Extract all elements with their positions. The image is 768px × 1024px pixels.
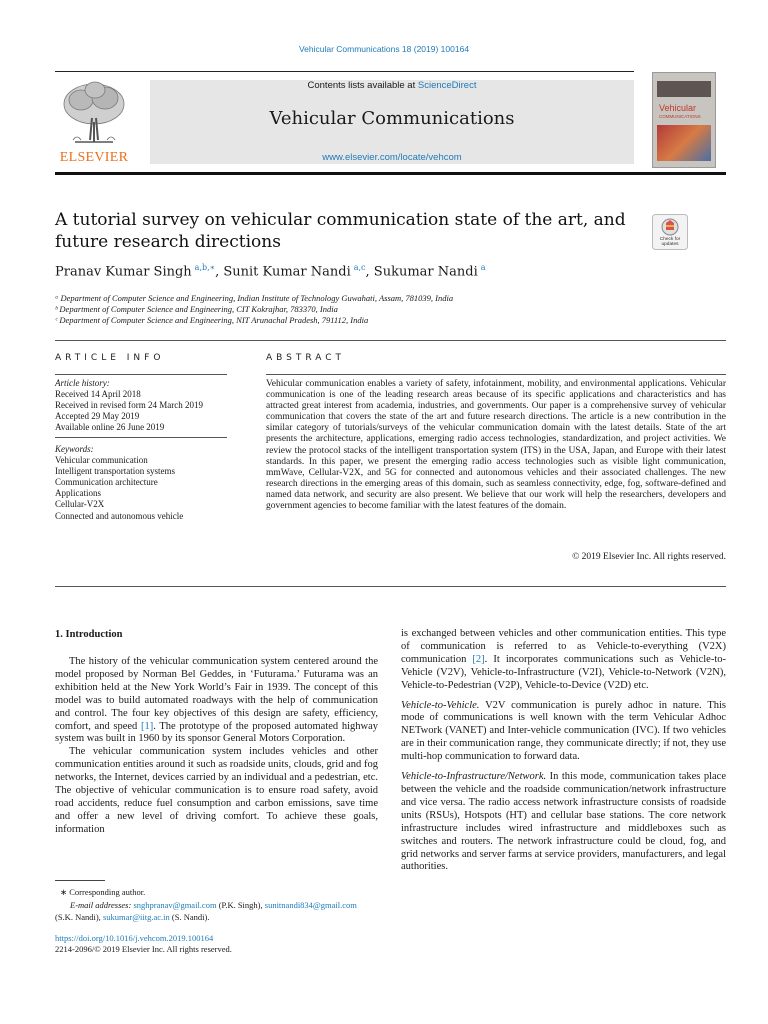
keywords — [55, 444, 183, 522]
publisher-name: ELSEVIER — [59, 150, 129, 165]
body-paragraph — [401, 628, 726, 693]
body-text: . It incorporates communications such as Vehicle-to-Vehicle (V2V), Vehicle-to-Infrastructure (V2I), Vehicle-to-Network (V2N), Vehicle-to-Pedestrian (V2P), Vehicle-to-Device (V2D) etc. — [401, 653, 726, 691]
abstract-bottom-rule — [55, 586, 726, 587]
keyword-item: Cellular-V2X — [55, 499, 105, 510]
affiliation-b: ᵇ Department of Computer Science and Engineering, CIT Kokrajhar, 783370, India — [55, 304, 338, 314]
contents-prefix: Contents lists available at — [307, 80, 418, 91]
author-name[interactable]: Pranav Kumar Singh — [55, 264, 192, 280]
keyword-item: Communication architecture — [55, 477, 158, 488]
author-name[interactable]: Sukumar Nandi — [373, 264, 478, 280]
email-owner: (P.K. Singh), — [216, 900, 265, 910]
section-heading-introduction: 1. Introduction — [55, 629, 123, 640]
keywords-label: Keywords: — [55, 444, 94, 454]
header-bottom-rule — [55, 172, 726, 175]
author-list — [55, 263, 486, 279]
author-name[interactable]: Sunit Kumar Nandi — [223, 264, 351, 280]
email-link[interactable]: snghpranav@gmail.com — [133, 900, 217, 910]
history-accepted: Accepted 29 May 2019 — [55, 411, 140, 422]
cover-subtitle: COMMUNICATIONS — [659, 114, 701, 119]
article-info-rule — [55, 374, 227, 375]
author-affil-sup[interactable]: a,c — [353, 263, 366, 272]
body-text: In this mode, communication takes place between the vehicle and the roadside communication/network infrastructure and vice versa. The radio access network infrastructure consists of roadside units (RSUs), Hotspots (HT) and cellular base stations. The core network infrastructure includes wired infrastructure and middleboxes such as switches and routers. The network infrastructure could be cloud, fog, and grid networks and server farms at service providers, manufacturers, and legal authorities. — [401, 771, 726, 873]
history-revised: Received in revised form 24 March 2019 — [55, 400, 203, 411]
paragraph-run-in-head: Vehicle-to-Infrastructure/Network. — [401, 771, 547, 783]
history-online: Available online 26 June 2019 — [55, 422, 165, 433]
keyword-item: Applications — [55, 488, 101, 499]
body-paragraph — [55, 656, 378, 746]
cover-band — [657, 81, 711, 97]
section-top-rule — [55, 340, 726, 341]
email-label: E-mail addresses: — [70, 900, 132, 910]
abstract-heading: ABSTRACT — [266, 353, 346, 363]
journal-title: Vehicular Communications — [269, 108, 515, 129]
author-affil-sup[interactable]: a — [480, 263, 486, 272]
article-info-heading: ARTICLE INFO — [55, 353, 165, 363]
footnote-emails — [70, 899, 390, 911]
footnote-emails-cont — [55, 911, 209, 923]
author-affil-sup[interactable]: a,b,∗ — [194, 263, 216, 272]
body-paragraph: The vehicular communication system includes vehicles and other communication entities around it such as roadside units, clouds, grid and fog networks, the Internet, devices carried by an individual and a pedestrian, etc. The objective of vehicular communication is to ensure road safety, avoid road accidents, reduce fuel consumption and carbon emissions, save time and offer a new level of driving comfort. To achieve these goals, information — [55, 746, 378, 835]
citation-link[interactable]: [2] — [472, 653, 485, 665]
email-link[interactable]: sunitnandi834@gmail.com — [264, 900, 357, 910]
keyword-item: Connected and autonomous vehicle — [55, 510, 184, 521]
history-label: Article history: — [55, 378, 110, 388]
check-for-updates-icon[interactable] — [652, 214, 688, 250]
journal-cover-image — [652, 72, 716, 168]
paper-title-line-2: future research directions — [55, 232, 281, 252]
keyword-item: Intelligent transportation systems — [55, 466, 175, 477]
issn-copyright: 2214-2096/© 2019 Elsevier Inc. All rights reserved. — [55, 944, 232, 954]
history-rule — [55, 437, 227, 438]
author-sep: , — [365, 264, 374, 280]
footnote-rule — [55, 880, 105, 881]
history-received: Received 14 April 2018 — [55, 389, 141, 400]
article-history — [55, 378, 203, 433]
footnote-corresponding: ∗ Corresponding author. — [60, 887, 146, 897]
body-text: is exchanged between vehicles and other communication entities. This type of communication is referred to as Vehicle-to-everything (V2X) communication — [401, 628, 726, 665]
paper-title — [55, 209, 635, 253]
abstract-text: Vehicular communication enables a variety of safety, infotainment, mobility, and environmental applications. Vehicular communication is one of the leading research areas because of its specific applications and characteristics and has attracted great interest from academia, industries, and governments. Our paper is a comprehensive survey of vehicular communication that covers the state of the art and future research directions. The article is a new contribution in the similar category of tutorials/surveys of the vehicular communication domain with the latest details. State of the art presents the architecture, applications, emerging radio access technologies, standardization, and project activities. We review the protocol stacks of the intelligent transportation system (ITS) in the USA, Japan, and Europe with their latest standards. In this paper, we present the emerging radio access technologies such as visible light communication, mmWave, Cellular-V2X, and 5G for connected and autonomous vehicles and their associated challenges. The new research directions in the emerging areas of this domain, such as seamless connectivity, edge, fog, software-defined and named data network, and security are also present. We believe that our work will help the researchers, developers and government agencies to become familiar with the latest features of the domain. — [266, 379, 726, 512]
sciencedirect-link[interactable]: ScienceDirect — [417, 80, 477, 91]
cover-title: Vehicular — [659, 103, 697, 113]
email-owner: (S. Nandi). — [169, 912, 210, 922]
body-text: The history of the vehicular communication system centered around the model proposed by Norman Bel Geddes, in ‘Futurama.’ Futurama was an exhibition held at the New York World’s Fair in 1939. The concept of this model was to build automated roadways with the help of communication and control. The four key objectives of this design are safety, efficiency, comfort, and speed — [55, 656, 378, 732]
journal-reference[interactable]: Vehicular Communications 18 (2019) 100164 — [298, 44, 470, 54]
check-for-updates-label: Check for updates — [659, 237, 681, 247]
affiliation-c: ᶜ Department of Computer Science and Engineering, NIT Arunachal Pradesh, 791112, India — [55, 315, 369, 325]
body-left-column — [55, 656, 378, 837]
journal-url-link[interactable]: www.elsevier.com/locate/vehcom — [322, 152, 462, 163]
body-text: V2V communication is purely adhoc in nature. This mode of communications is well known with the term Vehicular Adhoc NETwork (VANET) and Inter-vehicle communication (IVC). If two vehicles are in their communication range, they communicate directly; if not, they use multi-hop communication to forward data. — [401, 699, 726, 763]
abstract-copyright: © 2019 Elsevier Inc. All rights reserved. — [572, 552, 726, 562]
paragraph-run-in-head: Vehicle-to-Vehicle. — [401, 699, 480, 711]
abstract-rule — [266, 374, 726, 375]
body-paragraph — [401, 700, 726, 765]
contents-line — [150, 80, 634, 91]
body-paragraph — [401, 771, 726, 874]
keyword-item: Vehicular communication — [55, 455, 148, 466]
email-owner: (S.K. Nandi), — [55, 912, 103, 922]
cover-artwork — [657, 125, 711, 161]
header-top-rule — [55, 71, 634, 72]
author-sep: , — [215, 264, 224, 280]
citation-link[interactable]: [1] — [140, 720, 154, 732]
email-link[interactable]: sukumar@iitg.ac.in — [102, 912, 170, 922]
affiliation-a: ᵃ Department of Computer Science and Engineering, Indian Institute of Technology Guwahati, Assam, 781039, India — [55, 293, 454, 303]
paper-title-line-1: A tutorial survey on vehicular communication state of the art, and — [55, 210, 626, 230]
doi-link[interactable]: https://doi.org/10.1016/j.vehcom.2019.100164 — [55, 933, 214, 943]
body-text: . The prototype of the proposed automated highway system was built in 1960 by its sponsor General Motors Corporation. — [55, 720, 378, 745]
body-right-column — [401, 628, 726, 874]
